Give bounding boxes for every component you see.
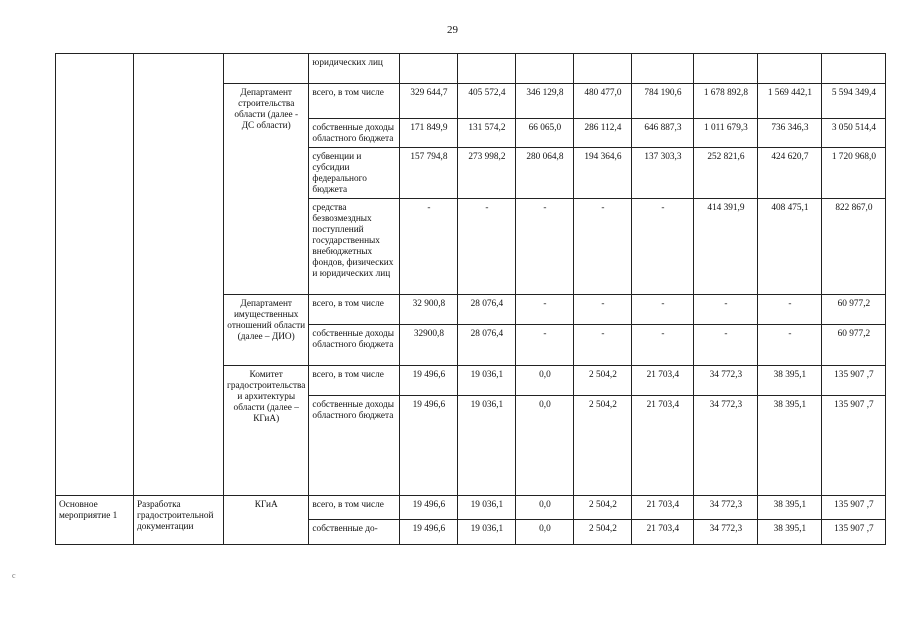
funding-source-label: субвенции и субсидии федерального бюджета (309, 148, 400, 199)
value-cell: 28 076,4 (458, 325, 516, 366)
value-cell: 21 703,4 (632, 366, 694, 396)
value-cell: 60 977,2 (822, 325, 886, 366)
value-cell: 32 900,8 (400, 295, 458, 325)
value-cell: 329 644,7 (400, 84, 458, 119)
funding-source-label: средства безвозмездных поступлений государственных внебюджетных фондов, физических и юридических лиц (309, 199, 400, 295)
value-cell: 34 772,3 (694, 496, 758, 520)
value-cell: 0,0 (516, 366, 574, 396)
value-cell: 19 496,6 (400, 520, 458, 545)
value-cell: 286 112,4 (574, 119, 632, 148)
value-cell: 21 703,4 (632, 396, 694, 496)
value-cell: 28 076,4 (458, 295, 516, 325)
value-cell: 424 620,7 (758, 148, 822, 199)
funding-source-label: юридических лиц (309, 54, 400, 84)
organization-cell: Комитет градостроительства и архитектуры области (далее – КГиА) (224, 366, 309, 496)
funding-source-label: всего, в том числе (309, 496, 400, 520)
funding-source-label: всего, в том числе (309, 366, 400, 396)
value-cell: - (632, 199, 694, 295)
value-cell: 2 504,2 (574, 366, 632, 396)
organization-cell: Департамент имущественных отношений области (далее – ДИО) (224, 295, 309, 366)
value-cell: - (458, 199, 516, 295)
value-cell: - (694, 295, 758, 325)
margin-mark: c (12, 571, 16, 580)
value-cell: 38 395,1 (758, 520, 822, 545)
value-cell: 736 346,3 (758, 119, 822, 148)
value-cell: 1 011 679,3 (694, 119, 758, 148)
value-cell: 66 065,0 (516, 119, 574, 148)
blank-cell-org (224, 54, 309, 84)
value-cell (400, 54, 458, 84)
value-cell: 32900,8 (400, 325, 458, 366)
value-cell: 137 303,3 (632, 148, 694, 199)
value-cell: 19 036,1 (458, 520, 516, 545)
value-cell: 2 504,2 (574, 496, 632, 520)
value-cell: 171 849,9 (400, 119, 458, 148)
value-cell: 2 504,2 (574, 520, 632, 545)
value-cell: 135 907 ,7 (822, 496, 886, 520)
value-cell: 3 050 514,4 (822, 119, 886, 148)
value-cell: 60 977,2 (822, 295, 886, 325)
value-cell: 135 907 ,7 (822, 520, 886, 545)
value-cell: - (632, 325, 694, 366)
value-cell: 19 496,6 (400, 366, 458, 396)
value-cell: 19 036,1 (458, 396, 516, 496)
page-number: 29 (447, 24, 458, 36)
blank-cell-col2 (134, 54, 224, 496)
table-row (56, 496, 886, 520)
value-cell: 157 794,8 (400, 148, 458, 199)
value-cell: 822 867,0 (822, 199, 886, 295)
value-cell: 194 364,6 (574, 148, 632, 199)
value-cell: - (574, 295, 632, 325)
value-cell: - (516, 325, 574, 366)
value-cell: 19 036,1 (458, 496, 516, 520)
value-cell: 252 821,6 (694, 148, 758, 199)
value-cell: 0,0 (516, 520, 574, 545)
value-cell: 34 772,3 (694, 520, 758, 545)
funding-source-label: всего, в том числе (309, 295, 400, 325)
value-cell: 1 678 892,8 (694, 84, 758, 119)
activity-name-cell: Разработка градостроительной документации (134, 496, 224, 545)
value-cell: 408 475,1 (758, 199, 822, 295)
value-cell: - (516, 199, 574, 295)
value-cell: - (574, 325, 632, 366)
value-cell: 2 504,2 (574, 396, 632, 496)
value-cell: - (400, 199, 458, 295)
value-cell (574, 54, 632, 84)
funding-source-label: собственные доходы областного бюджета (309, 396, 400, 496)
value-cell: - (694, 325, 758, 366)
value-cell: 1 720 968,0 (822, 148, 886, 199)
value-cell: - (758, 295, 822, 325)
value-cell: 38 395,1 (758, 496, 822, 520)
value-cell: - (516, 295, 574, 325)
value-cell: - (574, 199, 632, 295)
value-cell (632, 54, 694, 84)
value-cell (758, 54, 822, 84)
activity-title-cell: Основное мероприятие 1 (56, 496, 134, 545)
value-cell: 21 703,4 (632, 520, 694, 545)
value-cell: 0,0 (516, 496, 574, 520)
value-cell: 5 594 349,4 (822, 84, 886, 119)
financing-table (55, 53, 886, 545)
blank-cell-col1 (56, 54, 134, 496)
value-cell: 19 496,6 (400, 396, 458, 496)
value-cell: 19 036,1 (458, 366, 516, 396)
value-cell: 34 772,3 (694, 366, 758, 396)
value-cell: 280 064,8 (516, 148, 574, 199)
funding-source-label: собственные доходы областного бюджета (309, 325, 400, 366)
value-cell: 135 907 ,7 (822, 396, 886, 496)
value-cell: 38 395,1 (758, 366, 822, 396)
value-cell: 414 391,9 (694, 199, 758, 295)
value-cell (516, 54, 574, 84)
value-cell: 784 190,6 (632, 84, 694, 119)
value-cell: 273 998,2 (458, 148, 516, 199)
value-cell (458, 54, 516, 84)
value-cell: 405 572,4 (458, 84, 516, 119)
organization-cell: Департамент строительства области (далее - ДС области) (224, 84, 309, 295)
value-cell: - (758, 325, 822, 366)
funding-source-label: собственные доходы областного бюджета (309, 119, 400, 148)
value-cell: 131 574,2 (458, 119, 516, 148)
value-cell: 21 703,4 (632, 496, 694, 520)
value-cell: 480 477,0 (574, 84, 632, 119)
activity-executor-cell: КГиА (224, 496, 309, 545)
value-cell: 0,0 (516, 396, 574, 496)
funding-source-label: собственные до- (309, 520, 400, 545)
table-row-continuation (56, 54, 886, 84)
value-cell: 646 887,3 (632, 119, 694, 148)
value-cell: 346 129,8 (516, 84, 574, 119)
value-cell (694, 54, 758, 84)
value-cell (822, 54, 886, 84)
value-cell: 34 772,3 (694, 396, 758, 496)
value-cell: 19 496,6 (400, 496, 458, 520)
value-cell: 1 569 442,1 (758, 84, 822, 119)
value-cell: 135 907 ,7 (822, 366, 886, 396)
value-cell: 38 395,1 (758, 396, 822, 496)
funding-source-label: всего, в том числе (309, 84, 400, 119)
value-cell: - (632, 295, 694, 325)
